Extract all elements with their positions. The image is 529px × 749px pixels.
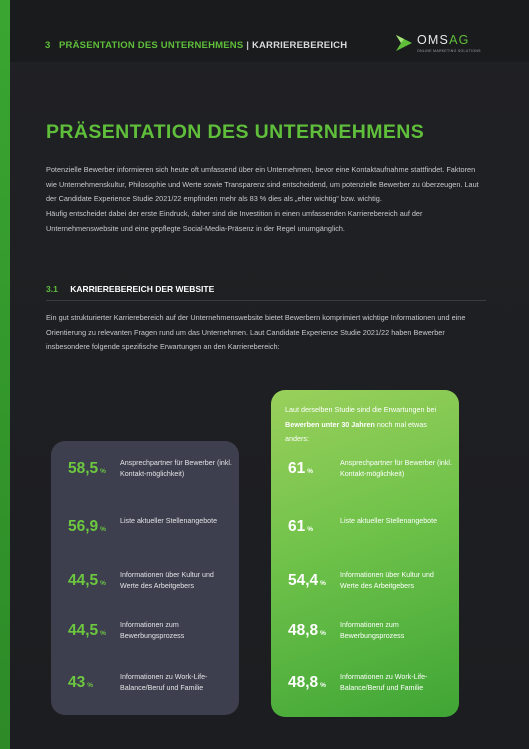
stat-label: Liste aktueller Stellenangebote [340,517,438,525]
page-header [10,0,529,62]
stat-item [51,619,239,649]
logo-tagline: ONLINE MARKETING SOLUTIONS [417,49,481,53]
stat-value: 61 % [288,460,314,477]
breadcrumb-number: 3 [45,40,51,51]
stat-label: Informationen über Kultur und Werte des Arbeitgebers [340,571,434,590]
accent-bar [0,0,10,749]
stat-item [271,515,459,545]
breadcrumb-separator: | [246,40,250,51]
logo-name: OMSAG [417,33,470,47]
stat-value: 44,5 % [68,572,106,589]
section-title: KARRIEREBEREICH DER WEBSITE [70,284,215,294]
stat-item [271,619,459,649]
stat-item [271,457,459,487]
stat-value: 44,5 % [68,622,106,639]
stat-value: 56,9 % [68,518,106,535]
stat-item [271,671,459,701]
stat-label: Informationen zum Bewerbungsprozess [340,621,405,640]
stat-label: Ansprechpartner für Bewerber (inkl. Kontakt-möglichkeit) [340,459,452,478]
stat-item [271,569,459,599]
section-divider [46,300,486,301]
stats-card-under-30 [271,390,459,717]
company-logo [394,33,504,59]
page-title: PRÄSENTATION DES UNTERNEHMENS [46,121,425,143]
stat-value: 58,5 % [68,460,106,477]
stats-card-all [51,441,239,715]
stat-item [51,457,239,487]
stat-label: Ansprechpartner für Bewerber (inkl. Kontakt-möglichkeit) [120,459,232,478]
stat-label: Informationen zum Bewerbungsprozess [120,621,185,640]
breadcrumb [45,40,347,51]
stat-value: 48,8 % [288,674,326,691]
breadcrumb-subsection: KARRIEREBEREICH [251,40,348,51]
section-body: Ein gut strukturierter Karrierebereich auf der Unternehmenswebsite bietet Bewerbern komprimiert wichtige Informationen und eine Orientierung zu relevanten Fragen rund um das Unternehmen. Laut Candidate Experience Studie 2021/22 haben Bewerber insbesondere folgende spezifische Erwartungen an den Karrierebereich: [46,313,466,352]
stat-value: 43 % [68,674,94,691]
breadcrumb-section: PRÄSENTATION DES UNTERNEHMENS [59,40,244,51]
card-intro-text: Laut derselben Studie sind die Erwartungen bei Bewerben unter 30 Jahren noch mal etwas anders: [285,405,437,444]
stat-label: Liste aktueller Stellenangebote [120,517,218,525]
stat-label: Informationen zu Work-Life-Balance/Beruf und Familie [340,673,428,692]
stat-item [51,671,239,701]
stat-value: 48,8 % [288,622,326,639]
stat-label: Informationen über Kultur und Werte des Arbeitgebers [120,571,214,590]
intro-text [46,163,486,237]
logo-mark-icon [394,33,414,53]
stat-value: 54,4 % [288,572,326,589]
stat-item [51,515,239,545]
stat-label: Informationen zu Work-Life-Balance/Beruf und Familie [120,673,208,692]
section-number: 3.1 [46,284,58,294]
stat-value: 61 % [288,518,314,535]
section-heading [46,284,214,294]
intro-paragraph-1: Potenzielle Bewerber informieren sich heute oft umfassend über ein Unternehmen, bevor eine Kontaktaufnahme stattfindet. Faktoren wie Unternehmenskultur, Philosophie und Werte sowie Transparenz sind entscheidend, um potenzielle Bewerber zu überzeugen. Laut der Candidate Experience Studie 2021/22 empfinden mehr als 83 % dies als „eher wichtig“ bzw. wichtig. [46,165,479,204]
intro-paragraph-2: Häufig entscheidet dabei der erste Eindruck, daher sind die Investition in einen umfassenden Karrierebereich auf der Unternehmenswebsite und eine gepflegte Social-Media-Präsenz in der Regel unumgänglich. [46,209,423,233]
stat-item [51,569,239,599]
